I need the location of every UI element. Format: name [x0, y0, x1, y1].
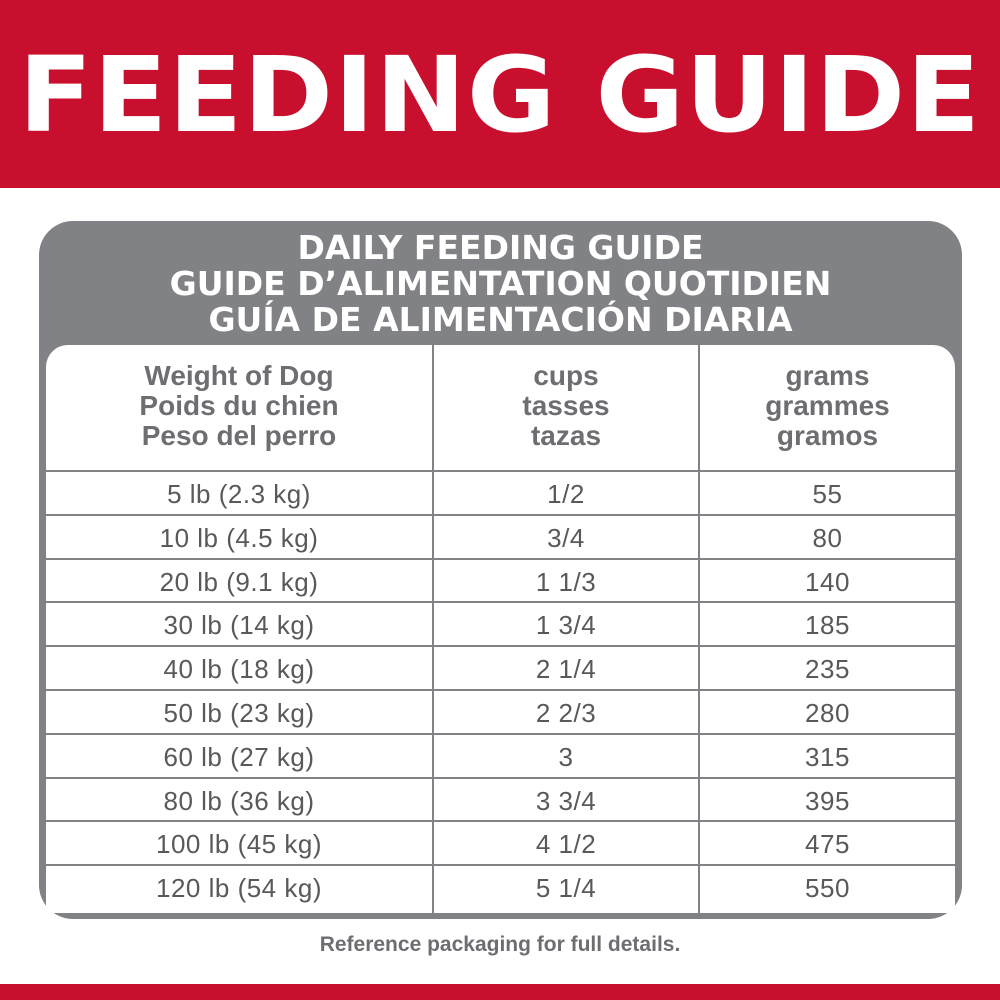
cups-cell: 2 1/4 [535, 654, 597, 685]
weight-cell: 80 lb (36 kg) [163, 785, 315, 816]
grams-cell: 80 [812, 522, 843, 553]
column-header-grams [700, 361, 955, 451]
column-header-label-en: Weight of Dog [144, 360, 334, 391]
weight-cell: 5 lb (2.3 kg) [167, 479, 311, 509]
table-row [46, 691, 955, 735]
table-row [46, 516, 955, 560]
feeding-table-card [39, 221, 962, 919]
column-header-label-es: Peso del perro [141, 420, 337, 451]
table-row [46, 866, 955, 910]
weight-cell: 10 lb (4.5 kg) [159, 522, 319, 553]
grams-cell: 185 [805, 610, 850, 641]
grams-cell: 235 [805, 654, 850, 685]
card-title-english: DAILY FEEDING GUIDE [297, 228, 704, 267]
page-title: FEEDING GUIDE [18, 34, 982, 156]
cups-cell: 1 1/3 [535, 566, 597, 597]
grams-cell: 315 [805, 741, 850, 772]
weight-cell: 20 lb (9.1 kg) [159, 566, 319, 597]
grams-cell: 550 [805, 873, 850, 904]
card-title-french: GUIDE D’ALIMENTATION QUOTIDIEN [169, 264, 832, 303]
cups-cell: 3 [558, 741, 574, 772]
grams-cell: 475 [805, 829, 850, 860]
cups-cell: 1 3/4 [535, 610, 597, 641]
grams-cell: 395 [805, 785, 850, 816]
column-header-label-fr: Poids du chien [139, 390, 339, 421]
weight-cell: 60 lb (27 kg) [163, 741, 315, 772]
weight-cell: 50 lb (23 kg) [163, 697, 315, 728]
cups-cell: 5 1/4 [535, 873, 597, 904]
grams-cell: 55 [812, 479, 843, 509]
table-body [46, 472, 955, 910]
column-header-label-fr: grammes [765, 390, 890, 421]
column-header-label-en: cups [533, 360, 599, 391]
table-row [46, 560, 955, 604]
bottom-stripe [0, 984, 1000, 1000]
table-row [46, 779, 955, 823]
footnote: Reference packaging for full details. [319, 933, 681, 956]
table-row [46, 603, 955, 647]
table-row [46, 472, 955, 516]
cups-cell: 1/2 [547, 479, 585, 509]
card-title-spanish: GUÍA DE ALIMENTACIÓN DIARIA [208, 300, 793, 339]
grams-cell: 280 [805, 697, 850, 728]
header-banner [0, 0, 1000, 188]
cups-cell: 2 2/3 [535, 697, 597, 728]
weight-cell: 120 lb (54 kg) [156, 873, 322, 904]
weight-cell: 40 lb (18 kg) [163, 654, 315, 685]
cups-cell: 4 1/2 [535, 829, 597, 860]
feeding-table [46, 345, 955, 913]
grams-cell: 140 [805, 566, 850, 597]
cups-cell: 3 3/4 [535, 785, 597, 816]
table-row [46, 822, 955, 866]
column-header-weight [46, 361, 432, 451]
cups-cell: 3/4 [547, 522, 585, 553]
weight-cell: 100 lb (45 kg) [156, 829, 322, 860]
column-header-label-fr: tasses [522, 390, 610, 421]
card-header [39, 221, 962, 343]
table-row [46, 647, 955, 691]
column-header-label-es: tazas [530, 420, 602, 451]
weight-cell: 30 lb (14 kg) [163, 610, 315, 641]
column-header-label-en: grams [785, 360, 870, 391]
column-header-label-es: gramos [776, 420, 879, 451]
table-row [46, 735, 955, 779]
column-header-cups [434, 361, 698, 451]
table-header-row [46, 345, 955, 472]
